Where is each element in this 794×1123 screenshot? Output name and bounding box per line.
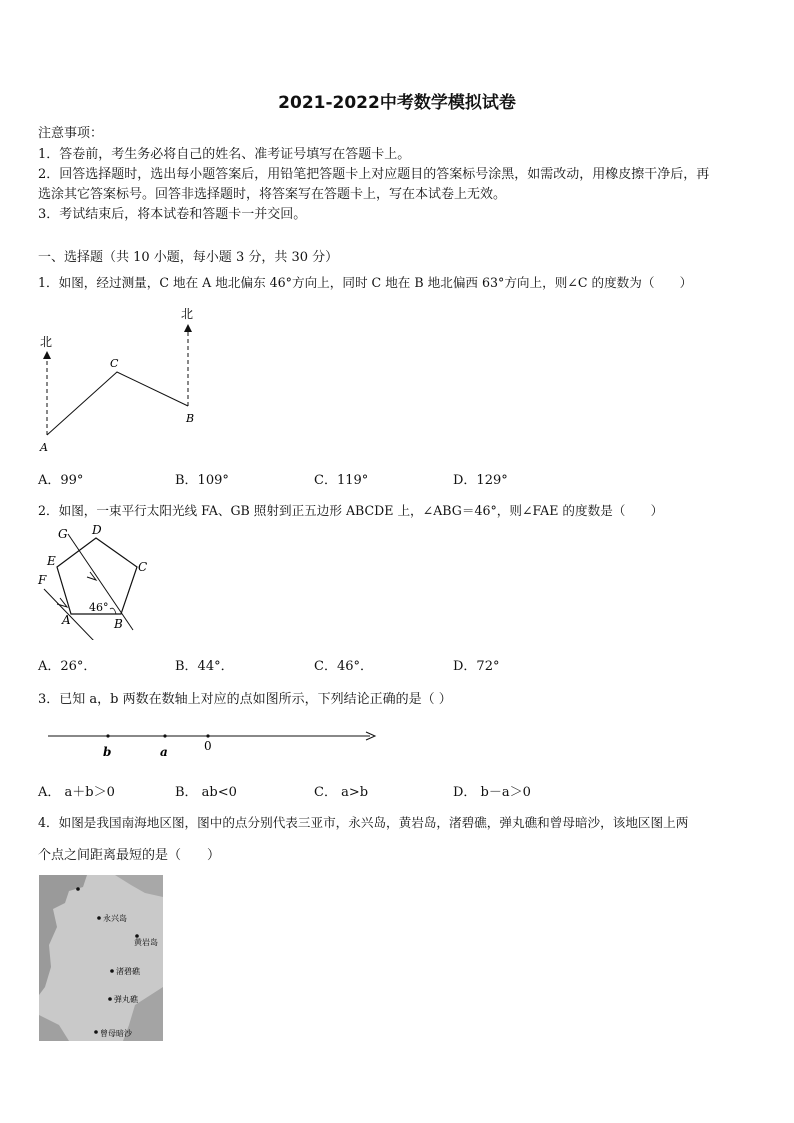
notice-item: 2．回答选择题时，选出每小题答案后，用铅笔把答题卡上对应题目的答案标号涂黑，如需改动，用橡皮擦干净后，再	[38, 167, 710, 182]
q1-option-b: B．109°	[175, 473, 229, 488]
q2-option-b: B．44°．	[175, 659, 234, 674]
label-B: B	[186, 412, 195, 425]
q3-option-d: D． b－a＞0	[453, 785, 531, 800]
label-angle: 46°	[89, 601, 109, 614]
q3-option-c: C． a>b	[314, 785, 369, 800]
label-B: B	[114, 617, 123, 631]
map-label-zengmu: 曾母暗沙	[100, 1029, 132, 1038]
question-4-stem: 4．如图是我国南海地区图，图中的点分别代表三亚市，永兴岛，黄岩岛，渚碧礁，弹丸礁和曾母暗沙，该地区图上两	[38, 815, 689, 830]
ray-GB	[68, 534, 133, 630]
q1-option-d: D．129°	[453, 473, 508, 488]
notice-item: 1．答卷前，考生务必将自己的姓名、准考证号填写在答题卡上。	[38, 147, 411, 162]
label-a: a	[160, 745, 168, 759]
label-A: A	[40, 441, 48, 454]
question-1-figure	[30, 300, 220, 460]
south-china-sea-map	[39, 875, 163, 1041]
map-point-zhubi	[110, 969, 114, 973]
q1-option-c: C．119°	[314, 473, 369, 488]
notice-heading: 注意事项：	[38, 126, 104, 141]
path-ACB	[47, 372, 188, 435]
point-zero	[206, 734, 209, 737]
map-point-yongxing	[97, 916, 101, 920]
label-north-left: 北	[40, 335, 53, 349]
label-G: G	[58, 527, 68, 541]
label-E: E	[47, 554, 56, 568]
label-b: b	[103, 745, 112, 759]
point-b	[106, 734, 109, 737]
notice-item: 3．考试结束后，将本试卷和答题卡一并交回。	[38, 207, 307, 222]
label-zero: 0	[204, 739, 212, 753]
q2-option-d: D．72°	[453, 659, 500, 674]
map-label-danwan: 弹丸礁	[114, 995, 138, 1004]
question-3-number-line	[40, 726, 385, 762]
arrow-on-FA	[57, 598, 67, 607]
question-2-figure	[30, 520, 150, 640]
question-2-stem: 2．如图，一束平行太阳光线 FA、GB 照射到正五边形 ABCDE 上，∠ABG＝46°，则∠FAE 的度数是（ ）	[38, 503, 664, 518]
label-F: F	[38, 573, 47, 587]
notice-item: 选涂其它答案标号。回答非选择题时，将答案写在答题卡上，写在本试卷上无效。	[38, 187, 507, 202]
label-C: C	[138, 560, 148, 574]
q2-option-a: A．26°．	[38, 659, 97, 674]
question-1-stem: 1．如图，经过测量，C 地在 A 地北偏东 46°方向上，同时 C 地在 B 地北偏西 63°方向上，则∠C 的度数为（ ）	[38, 275, 693, 290]
angle-arc	[110, 608, 116, 614]
q3-option-b: B． ab<0	[175, 785, 237, 800]
label-D: D	[92, 523, 102, 537]
question-3-stem: 3．已知 a，b 两数在数轴上对应的点如图所示，下列结论正确的是（ ）	[38, 692, 452, 707]
map-point-danwan	[108, 997, 112, 1001]
question-4-stem-cont: 个点之间距离最短的是（ ）	[38, 848, 221, 863]
label-C: C	[110, 357, 119, 370]
point-a	[163, 734, 166, 737]
map-point-zengmu	[94, 1030, 98, 1034]
label-north-right: 北	[181, 307, 194, 321]
map-label-zhubi: 渚碧礁	[116, 967, 140, 976]
label-A: A	[62, 613, 71, 627]
map-point-sanya	[76, 887, 80, 891]
map-label-huangyan: 黄岩岛	[134, 938, 158, 947]
q2-option-c: C．46°．	[314, 659, 373, 674]
section-heading: 一、选择题（共 10 小题，每小题 3 分，共 30 分）	[38, 250, 339, 265]
q1-option-a: A．99°	[38, 473, 84, 488]
q3-option-a: A． a＋b＞0	[38, 785, 115, 800]
map-label-yongxing: 永兴岛	[103, 914, 127, 923]
page-title: 2021-2022中考数学模拟试卷	[278, 93, 516, 113]
